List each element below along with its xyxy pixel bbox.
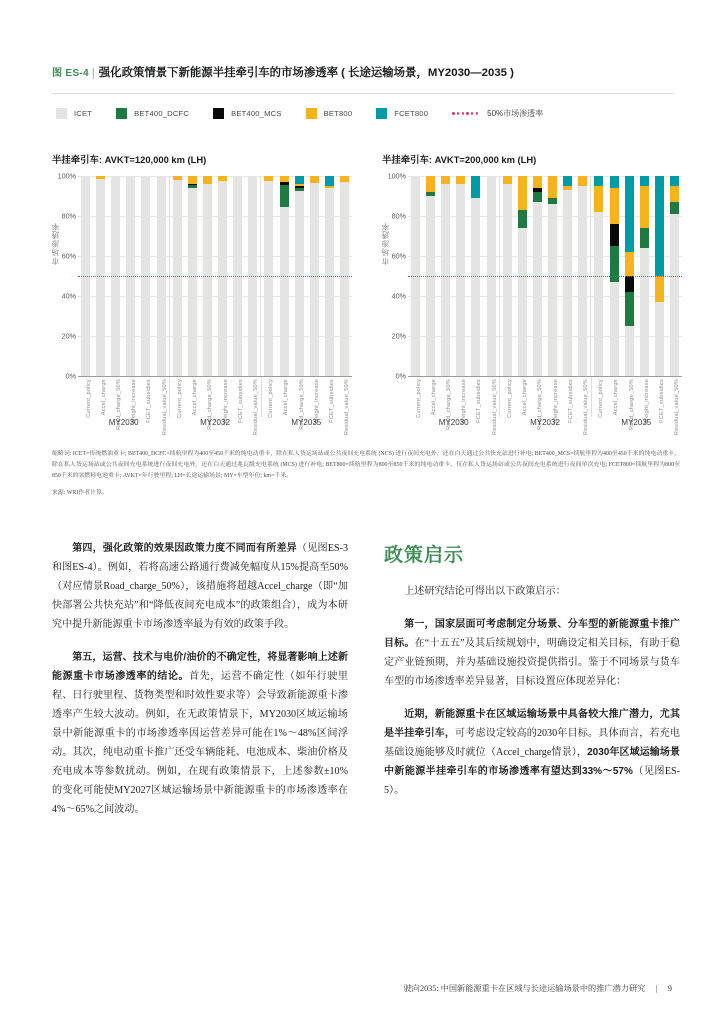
bar-segment-fcet800 bbox=[325, 176, 334, 186]
x-axis-tick-accel_charge: Accel_charge bbox=[283, 379, 290, 416]
x-group-my2030 bbox=[78, 377, 169, 436]
x-axis-tick-fcet_subsidies: FCET_subsidies bbox=[237, 379, 244, 423]
bar-segment-bet800 bbox=[594, 186, 603, 212]
bar-segment-bet400_dcfc bbox=[518, 210, 527, 228]
bar-segment-icet bbox=[325, 188, 334, 376]
x-group-label: MY2035 bbox=[291, 418, 322, 427]
bar-segment-icet bbox=[610, 282, 619, 376]
bar-segment-bet800 bbox=[670, 186, 679, 202]
legend-item-fcet800 bbox=[376, 108, 428, 119]
bar-segment-fcet800 bbox=[594, 176, 603, 186]
x-axis-tick-weight_increase: Weight_increase bbox=[461, 379, 468, 424]
dotted-line-icon bbox=[452, 108, 480, 119]
bar-segment-icet bbox=[310, 183, 319, 376]
footer-title: 驶向2035: 中国新能源重卡在区域与长途运输场景中的推广潜力研究 bbox=[403, 984, 646, 993]
legend-item-bet400-mcs bbox=[213, 108, 282, 119]
chart-panel-left bbox=[51, 152, 352, 436]
legend-swatch-icon bbox=[116, 108, 127, 119]
right-column bbox=[384, 540, 680, 834]
bar-segment-bet400_dcfc bbox=[188, 185, 197, 188]
page-number: 9 bbox=[667, 984, 672, 993]
plot-area bbox=[57, 171, 352, 381]
plot-area-wrapper bbox=[381, 171, 682, 436]
x-group-my2035 bbox=[261, 377, 352, 436]
abbreviation-note: 缩略词: ICET=传统燃油重卡; BET400_DCFC=续航里程为400至450千米的纯电动重卡，除在私人货运场站或公共夜间充电系统 (NCS) 进行夜间充电外，还在白天通过公共快充站进行补电; BET400_MCS=续航里程为400至450千米的纯电动重卡，除在私人货运场站或公共夜间充电系统进行夜间充电外，还在白天通过兆瓦级充电系统 (MCS) 进行补电; BET800=续航里程为800至850千米的纯电动重卡，仅在私人货运场站或公共夜间充电系统进行夜间单次充电; FCET800=续航里程为800至850千米的氢燃料电池重卡; AVKT=年行驶里程; LH=长途运输场景; MY=车型年份; km=千米。 bbox=[52, 451, 680, 479]
paragraph-lead-2: 2030年区域运输场景中新能源半挂牵引车的市场渗透率有望达到33%～57% bbox=[384, 746, 680, 777]
y-axis-tick: 80% bbox=[61, 211, 76, 221]
bar-segment-icet bbox=[670, 214, 679, 376]
bar-segment-bet400_mcs bbox=[188, 184, 197, 185]
bar-segment-icet bbox=[503, 184, 512, 376]
x-group-my2035 bbox=[591, 377, 682, 436]
x-group-label: MY2032 bbox=[530, 418, 560, 427]
x-group-my2032 bbox=[169, 377, 260, 436]
bar-segment-bet400_mcs bbox=[610, 224, 619, 246]
bar-segment-icet bbox=[594, 212, 603, 376]
bar-segment-bet400_mcs bbox=[533, 188, 542, 192]
charts-container bbox=[51, 152, 682, 436]
chart-subtitle: 半挂牵引车: AVKT=200,000 km (LH) bbox=[382, 154, 537, 165]
legend-label: BET400_MCS bbox=[231, 109, 282, 119]
bar-segment-bet800 bbox=[503, 176, 512, 184]
bar-segment-icet bbox=[264, 181, 273, 376]
figure-block bbox=[52, 66, 674, 119]
bar-segment-bet400_mcs bbox=[280, 182, 289, 185]
bar-segment-bet800 bbox=[96, 176, 105, 179]
x-axis-tick-residual_value_50%: Residual_value_50% bbox=[344, 379, 351, 436]
x-axis-tick-fcet_subsidies: FCET_subsidies bbox=[146, 379, 153, 423]
x-axis-labels bbox=[78, 377, 352, 436]
bar-segment-icet bbox=[426, 196, 435, 376]
page-footer bbox=[0, 978, 724, 996]
paragraph-text: （见图ES-3和图ES-4）。例如，若将高速公路通行费减免幅度从15%提高至50%（对应情景Road_charge_50%），该措施将超越Accel_charge（即“加快部署公共快充站”和“降低夜间充电成本”的政策组合），成为本研究中提升新能源重卡市场渗透率最为有效的政策手段。 bbox=[52, 543, 349, 630]
source-note: 来源: WRI作者计算。 bbox=[52, 489, 108, 496]
legend-item-bet400-dcfc bbox=[116, 108, 189, 119]
bar-segment-bet800 bbox=[655, 276, 664, 302]
bar-segment-fcet800 bbox=[625, 176, 634, 252]
x-axis-tick-fcet_subsidies: FCET_subsidies bbox=[329, 379, 336, 423]
bar-segment-icet bbox=[578, 186, 587, 376]
x-axis-tick-current_policy: Current_policy bbox=[598, 379, 605, 418]
legend-label: ICET bbox=[74, 109, 93, 119]
bar-segment-bet400_dcfc bbox=[426, 192, 435, 196]
bar-segment-icet bbox=[640, 248, 649, 376]
bar-segment-bet800 bbox=[578, 176, 587, 186]
x-group-separator bbox=[591, 377, 592, 417]
bar-segment-bet800 bbox=[310, 176, 319, 183]
paragraph-text-2: （见图ES-5）。 bbox=[384, 765, 680, 796]
bar-segment-fcet800 bbox=[610, 176, 619, 188]
paragraph-lead: 第五，运营、技术与电价/油价的不确定性，将显著影响上述新能源重卡市场渗透率的结论。 bbox=[52, 651, 348, 682]
bar-segment-bet800 bbox=[340, 176, 349, 182]
bar-segment-bet800 bbox=[533, 176, 542, 188]
x-axis-tick-accel_charge: Accel_charge bbox=[100, 379, 107, 416]
y-axis-tick: 40% bbox=[391, 291, 406, 301]
x-axis-tick-current_policy: Current_policy bbox=[415, 379, 422, 418]
x-axis-labels bbox=[408, 377, 682, 436]
x-axis-tick-current_policy: Current_policy bbox=[176, 379, 183, 418]
figure-caption bbox=[52, 66, 674, 81]
legend-item-icet bbox=[56, 108, 92, 119]
chart-legend bbox=[52, 108, 674, 119]
x-axis-tick-weight_increase: Weight_increase bbox=[643, 379, 650, 424]
bar-segment-bet400_mcs bbox=[625, 276, 634, 292]
x-axis-tick-road_charge_50%: Road_charge_50% bbox=[537, 379, 544, 430]
x-group-my2030 bbox=[408, 377, 499, 436]
bar-segment-icet bbox=[218, 181, 227, 376]
bar-segment-bet800 bbox=[625, 252, 634, 276]
figure-number: 图 ES-4 bbox=[52, 68, 89, 79]
legend-label: FCET800 bbox=[394, 109, 429, 119]
x-axis-tick-weight_increase: Weight_increase bbox=[131, 379, 138, 424]
x-axis-tick-residual_value_50%: Residual_value_50% bbox=[161, 379, 168, 436]
paragraph-fifth bbox=[52, 649, 348, 820]
bar-segment-bet800 bbox=[173, 176, 182, 180]
left-column bbox=[52, 540, 348, 834]
chart-subtitle: 半挂牵引车: AVKT=120,000 km (LH) bbox=[52, 154, 207, 165]
bar-segment-bet400_dcfc bbox=[295, 188, 304, 191]
x-axis-tick-road_charge_50%: Road_charge_50% bbox=[116, 379, 123, 430]
chart-panel-right bbox=[381, 152, 682, 436]
figure-caption-separator: | bbox=[91, 67, 95, 79]
x-axis-tick-accel_charge: Accel_charge bbox=[522, 379, 529, 416]
y-axis-tick: 100% bbox=[57, 171, 76, 181]
x-group-label: MY2035 bbox=[621, 418, 652, 427]
bar-segment-icet bbox=[441, 184, 450, 376]
x-axis-tick-weight_increase: Weight_increase bbox=[552, 379, 559, 424]
legend-swatch-icon bbox=[213, 108, 224, 119]
y-axis-tick: 20% bbox=[391, 331, 406, 341]
bar-segment-bet800 bbox=[295, 184, 304, 186]
bar-segment-icet bbox=[280, 207, 289, 376]
bar-segment-bet800 bbox=[280, 176, 289, 182]
x-axis-tick-weight_increase: Weight_increase bbox=[222, 379, 229, 424]
bar-segment-icet bbox=[533, 202, 542, 376]
bar-segment-icet bbox=[625, 326, 634, 376]
bar-segment-bet800 bbox=[218, 176, 227, 181]
legend-swatch-icon bbox=[306, 108, 317, 119]
paragraph-text: 在“十五五”及其后续规划中，明确设定相关目标，有助于稳定产业链预期，并为基础设施投资提供指引。鉴于不同场景与货车车型的市场渗透率差异显著，目标设置应体现差异化： bbox=[384, 637, 681, 687]
bar-segment-bet800 bbox=[640, 186, 649, 228]
legend-swatch-icon bbox=[376, 108, 387, 119]
x-group-label: MY2032 bbox=[200, 418, 230, 427]
x-group-separator bbox=[499, 377, 500, 417]
paragraph-text: 首先，运营不确定性（如年行驶里程、日行驶里程、货物类型和时效性要求等）会导致新能源重卡渗透率产生较大波动。例如，在无政策情景下，MY2030区域运输场景中新能源重卡的市场渗透率因运营差异可能在1%～48%区间浮动。其次，纯电动重卡推广还受车辆能耗、电池成本、柴油价格及充电成本等参数扰动。例如，在现有政策情景下，上述参数±10%的变化可能使MY2027区域运输场景中新能源重卡的市场渗透率在4%～65%之间波动。 bbox=[52, 670, 349, 815]
y-axis-tick: 0% bbox=[395, 371, 406, 381]
legend-item-bet800 bbox=[306, 108, 353, 119]
x-axis-tick-road_charge_50%: Road_charge_50% bbox=[298, 379, 305, 430]
x-axis-tick-road_charge_50%: Road_charge_50% bbox=[207, 379, 214, 430]
paragraph-text: 可考虑设定较高的2030年目标。具体而言，若充电基础设施能够及时就位（Accel_charge情景）， bbox=[384, 727, 681, 758]
bar-segment-bet400_dcfc bbox=[670, 202, 679, 214]
x-axis-tick-residual_value_50%: Residual_value_50% bbox=[583, 379, 590, 436]
plot-area bbox=[387, 171, 682, 381]
y-axis-tick: 100% bbox=[387, 171, 406, 181]
paragraph-near-term bbox=[384, 706, 680, 801]
x-group-label: MY2030 bbox=[108, 418, 139, 427]
plot-area-wrapper bbox=[51, 171, 352, 436]
x-axis-tick-road_charge_50%: Road_charge_50% bbox=[628, 379, 635, 430]
bar-segment-icet bbox=[518, 228, 527, 376]
bar-segment-icet bbox=[548, 204, 557, 376]
bar-segment-bet800 bbox=[610, 188, 619, 224]
bar-segment-bet800 bbox=[264, 176, 273, 181]
threshold-line-50pct bbox=[78, 276, 352, 277]
x-group-separator bbox=[169, 377, 170, 417]
paragraph-lead: 近期，新能源重卡在区域运输场景中具备较大推广潜力，尤其是半挂牵引车， bbox=[384, 708, 680, 739]
body-columns bbox=[52, 540, 680, 834]
paragraph-lead: 第一，国家层面可考虑制定分场景、分车型的新能源重卡推广目标。 bbox=[384, 618, 680, 649]
legend-label: 50%市场渗透率 bbox=[487, 109, 544, 119]
bar-segment-bet400_dcfc bbox=[548, 198, 557, 204]
bar-segment-fcet800 bbox=[563, 176, 572, 186]
bar-segment-icet bbox=[203, 184, 212, 376]
x-axis-tick-accel_charge: Accel_charge bbox=[613, 379, 620, 416]
y-axis-label: 市场渗透率 bbox=[51, 222, 60, 265]
x-axis-tick-residual_value_50%: Residual_value_50% bbox=[491, 379, 498, 436]
legend-label: BET800 bbox=[323, 109, 353, 119]
bar-segment-bet800 bbox=[426, 176, 435, 192]
figure-divider bbox=[52, 93, 674, 94]
bar-segment-bet800 bbox=[518, 176, 527, 210]
footer-divider: | bbox=[655, 984, 658, 993]
bar-segment-icet bbox=[456, 184, 465, 376]
bar-segment-fcet800 bbox=[471, 176, 480, 198]
y-axis-tick: 0% bbox=[65, 371, 76, 381]
bar-segment-icet bbox=[655, 302, 664, 376]
bar-segment-bet800 bbox=[203, 176, 212, 184]
y-axis-tick: 80% bbox=[391, 211, 406, 221]
x-axis-tick-accel_charge: Accel_charge bbox=[430, 379, 437, 416]
bar-segment-bet400_dcfc bbox=[640, 228, 649, 248]
threshold-line-50pct bbox=[408, 276, 682, 277]
bar-segment-icet bbox=[188, 188, 197, 376]
y-axis-tick: 60% bbox=[61, 251, 76, 261]
x-group-separator bbox=[261, 377, 262, 417]
bar-segment-icet bbox=[340, 182, 349, 376]
bar-segment-bet400_dcfc bbox=[625, 292, 634, 326]
x-axis-tick-residual_value_50%: Residual_value_50% bbox=[674, 379, 681, 436]
x-group-label: MY2030 bbox=[438, 418, 469, 427]
bar-segment-bet800 bbox=[188, 176, 197, 184]
bar-segment-icet bbox=[96, 179, 105, 376]
paragraph-first bbox=[384, 616, 680, 692]
bar-segment-bet800 bbox=[456, 176, 465, 184]
x-axis-tick-residual_value_50%: Residual_value_50% bbox=[253, 379, 260, 436]
legend-item-threshold bbox=[452, 108, 543, 119]
bar-segment-icet bbox=[295, 191, 304, 376]
x-axis-tick-current_policy: Current_policy bbox=[85, 379, 92, 418]
x-axis-tick-fcet_subsidies: FCET_subsidies bbox=[567, 379, 574, 423]
bar-segment-fcet800 bbox=[640, 176, 649, 186]
legend-label: BET400_DCFC bbox=[134, 109, 190, 119]
bar-segment-fcet800 bbox=[295, 176, 304, 184]
bar-segment-bet400_dcfc bbox=[533, 192, 542, 202]
bar-segment-icet bbox=[471, 198, 480, 376]
x-group-my2032 bbox=[499, 377, 590, 436]
y-axis-tick: 60% bbox=[391, 251, 406, 261]
x-axis-tick-fcet_subsidies: FCET_subsidies bbox=[659, 379, 666, 423]
y-axis-tick: 40% bbox=[61, 291, 76, 301]
y-axis-label: 市场渗透率 bbox=[381, 222, 390, 265]
x-axis-tick-weight_increase: Weight_increase bbox=[313, 379, 320, 424]
bar-segment-bet400_dcfc bbox=[280, 185, 289, 207]
x-axis-tick-fcet_subsidies: FCET_subsidies bbox=[476, 379, 483, 423]
bar-segment-bet800 bbox=[563, 186, 572, 190]
figure-title: 强化政策情景下新能源半挂牵引车的市场渗透率 ( 长途运输场景，MY2030—2035 ) bbox=[98, 67, 514, 79]
x-axis-tick-accel_charge: Accel_charge bbox=[192, 379, 199, 416]
bar-segment-icet bbox=[173, 180, 182, 376]
section-intro: 上述研究结论可得出以下政策启示： bbox=[404, 586, 566, 597]
legend-swatch-icon bbox=[56, 108, 67, 119]
figure-notes bbox=[52, 449, 680, 499]
bar-segment-bet400_mcs bbox=[295, 186, 304, 188]
bar-segment-bet800 bbox=[548, 176, 557, 198]
bar-segment-icet bbox=[563, 190, 572, 376]
x-axis-tick-current_policy: Current_policy bbox=[506, 379, 513, 418]
x-axis-tick-current_policy: Current_policy bbox=[268, 379, 275, 418]
bar-segment-fcet800 bbox=[655, 176, 664, 276]
section-heading: 政策启示 bbox=[384, 545, 465, 566]
x-axis-tick-road_charge_50%: Road_charge_50% bbox=[446, 379, 453, 430]
bar-segment-bet800 bbox=[441, 176, 450, 184]
bar-segment-bet800 bbox=[325, 186, 334, 188]
paragraph-fourth bbox=[52, 540, 348, 635]
paragraph-lead: 第四，强化政策的效果因政策力度不同而有所差异 bbox=[72, 543, 297, 554]
bar-segment-fcet800 bbox=[670, 176, 679, 186]
y-axis-tick: 20% bbox=[61, 331, 76, 341]
